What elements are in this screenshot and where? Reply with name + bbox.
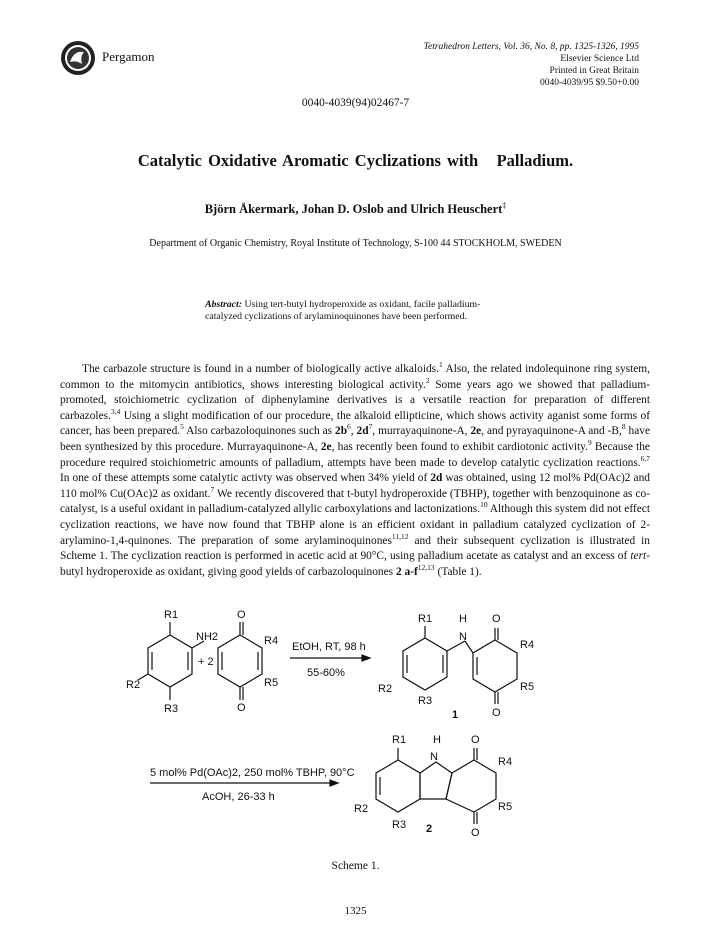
- text-run: Because the procedure required stoichiometric amounts of palladium, attempts have been made to develop catalytic cyclization reactions.: [60, 440, 650, 469]
- text-run: Using a slight modification of our procedure, the alkaloid ellipticine, which shows activity aganist some forms of cancer, has been prepared.: [60, 409, 650, 438]
- text-run: was obtained, using 12 mol% Pd(OAc)2 and 110 mol% Cu(OAc)2 as oxidant.: [60, 472, 650, 500]
- label-r1: R1: [418, 613, 433, 625]
- scheme-caption: Scheme 1.: [331, 860, 380, 872]
- reaction-scheme: [126, 600, 580, 860]
- quinone-ring: [218, 635, 262, 687]
- paragraph: The carbazole structure is found in a number of biologically active alkaloids.$^1$ Also, the related indolequinone ring system, common to the mitomycin antibiotics, shows interesting biological activity.$^2$ Some years ago we showed that palladium-promoted, stoichiometric cyclization of diphenylamine derivatives is a versatile reaction for preparation of different carbazoles.$^{3,4}$ Using a slight modification of our procedure, the alkaloid ellipticine, which shows activity aganist some forms of cancer, has been prepared.$^5$ Also carbazoloquinones such as $2b^6$, $2d^7$, murrayaquinone-A, 2e, and pyrayaquinone-A and -B,$^8$ have been synthesized by this procedure. Murrayaquinone-A, 2e, has recently been found to exhibit cardiotonic activity.$^9$ Because the procedure required stoichiometric amounts of palladium, attempts have been made to develop catalytic cyclization reactions.$^{6,7}$ In one of these attempts some catalytic activty was observed when 34% yield of 2d was obtained, using 12 mol% Pd(OAc)2 and 110 mol% Cu(OAc)2 as oxidant.$^7$ We recently discovered that t-butyl hydroperoxide (TBHP), together with benzoquinone as co-catalyst, is a useful oxidant in palladium-catalyzed allylic carboxylations and lactonizations.$^{10}$ Although this system did not effect cyclization reactions, we have now found that TBHP alone is an efficient oxidant in palladium catalyzed cyclization of 2-arylamino-1,4-quinones. The preparation of some arylaminoquinones$^{11,12}$ and their subsequent cyclization is illustrated in Scheme 1. The cyclization reaction is performed in acetic acid at 90°C, using palladium acetate as catalyst and an excess of tert-butyl hydroperoxide as oxidant, giving good yields of carbazoloquinones 2 $a-f^{12,13}$ (Table 1).: [60, 360, 651, 578]
- text-run: In one of these attempts some catalytic activty was observed when 34% yield of: [60, 472, 431, 485]
- label-nh2: NH2: [196, 631, 219, 643]
- author-names: Björn Åkermark, Johan D. Oslob and Ulrich Heuschert: [204, 202, 503, 217]
- label-o: O: [237, 702, 246, 714]
- ref: 5: [180, 422, 184, 432]
- ref: 11,12: [391, 531, 409, 541]
- step2-conditions: 5 mol% Pd(OAc)2, 250 mol% TBHP, 90°C: [150, 767, 355, 779]
- compound: 2e: [470, 425, 482, 438]
- compound: 2d: [356, 425, 369, 438]
- text-run: We recently discovered that t-butyl hydroperoxide (TBHP), together with benzoquinone as co-catalyst, is a useful oxidant in palladium-catalyzed allylic carboxylations and lactonizations.: [60, 487, 650, 516]
- label-r4: R4: [520, 639, 535, 651]
- authors: [0, 201, 711, 217]
- product2-quinone-ring: [446, 760, 496, 812]
- label-n: N: [430, 751, 438, 763]
- label-o: O: [492, 707, 501, 719]
- ref: 7: [368, 422, 373, 432]
- step1-yield: 55-60%: [307, 667, 345, 679]
- label-r5: R5: [264, 677, 279, 689]
- label-r5: R5: [498, 801, 513, 813]
- body-text: [60, 362, 650, 580]
- journal-issn: 0040-4039/95 $9.50+0.00: [539, 78, 639, 88]
- paper-title: Catalytic Oxidative Aromatic Cyclizations with Palladium.: [137, 151, 574, 170]
- author-mark: ‡: [502, 201, 507, 210]
- abstract: [205, 299, 515, 322]
- text-run: Also, the related indolequinone ring system, common to the mitomycin antibiotics, shows interesting biological activity.: [60, 363, 650, 391]
- ref: 8: [621, 422, 626, 432]
- aniline-ring: [148, 635, 192, 687]
- journal-citation: Tetrahedron Letters, Vol. 36, No. 8, pp. 1325-1326, 1995: [423, 42, 639, 52]
- label-r1: R1: [164, 609, 179, 621]
- ref: 1: [438, 360, 443, 370]
- label-r4: R4: [264, 635, 279, 647]
- step2-solvent: AcOH, 26-33 h: [202, 791, 275, 803]
- label-r1: R1: [392, 734, 407, 746]
- label-r3: R3: [164, 703, 179, 715]
- compound: 2e: [320, 440, 332, 453]
- pergamon-logo: [60, 40, 96, 76]
- text-run: have been synthesized by this procedure. Murrayaquinone-A,: [60, 425, 651, 453]
- compound: 2b: [335, 425, 348, 438]
- label-o: O: [471, 734, 480, 746]
- product2-aryl-ring: [376, 760, 420, 812]
- label-h: H: [433, 734, 441, 746]
- ref: 6,7: [640, 453, 650, 463]
- label-r2: R2: [354, 803, 369, 815]
- ref: 3,4: [110, 406, 121, 416]
- label-o: O: [471, 827, 480, 839]
- text-run: , has recently been found to exhibit cardiotonic activity.: [331, 440, 588, 453]
- label-r4: R4: [498, 756, 513, 768]
- publisher-name: Pergamon: [102, 49, 155, 64]
- label-r2: R2: [378, 683, 393, 695]
- compound-1-label: 1: [452, 709, 459, 721]
- compound: 2 a-f: [395, 565, 418, 578]
- italic-run: tert: [630, 550, 647, 563]
- text-run: Also carbazoloquinones such as: [183, 425, 336, 438]
- article-id: 0040-4039(94)02467-7: [301, 97, 410, 109]
- abstract-text: Using tert-butyl hydroperoxide as oxidant, facile palladium-catalyzed cyclizations of arylaminoquinones have been performed.: [205, 299, 481, 322]
- ref: 12,13: [417, 562, 435, 572]
- label-h: H: [459, 613, 467, 625]
- label-r2: R2: [126, 679, 141, 691]
- text-run: and their subsequent cyclization is illustrated in Scheme 1. The cyclization reaction is performed in acetic acid at 90°C, using palladium acetate as catalyst and an excess of: [60, 534, 650, 563]
- ref: 2: [425, 375, 430, 385]
- journal-publisher: Elsevier Science Ltd: [560, 54, 639, 64]
- journal-printed: Printed in Great Britain: [549, 66, 639, 76]
- text-run: Some years ago we showed that palladium-promoted, stoichiometric cyclization of diphenylamine derivatives is a versatile reaction for preparation of different carbazoles.: [60, 378, 650, 422]
- text-run: The carbazole structure is found in a number of biologically active alkaloids.: [82, 363, 439, 375]
- label-r5: R5: [520, 681, 535, 693]
- step1-conditions: EtOH, RT, 98 h: [292, 641, 366, 653]
- label-r3: R3: [418, 695, 433, 707]
- text-run: , murrayaquinone-A,: [372, 425, 471, 438]
- ref: 9: [587, 438, 592, 448]
- affiliation: Department of Organic Chemistry, Royal Institute of Technology, S-100 44 STOCKHOLM, SWEDEN: [149, 238, 562, 249]
- abstract-label: Abstract:: [205, 299, 243, 310]
- ref: 6: [347, 422, 351, 432]
- compound-2-label: 2: [426, 823, 433, 835]
- text-run: , and pyrayaquinone-A and -B,: [481, 425, 622, 438]
- ref: 10: [480, 500, 488, 510]
- label-r3: R3: [392, 819, 407, 831]
- product1-quinone-ring: [473, 640, 517, 692]
- text-run: (Table 1).: [434, 565, 482, 578]
- ref: 7: [210, 484, 215, 494]
- text-run: -butyl hydroperoxide as oxidant, giving good yields of carbazoloquinones: [60, 550, 650, 578]
- compound: 2d: [430, 472, 443, 485]
- page-number: 1325: [344, 905, 367, 917]
- product1-aryl-ring: [403, 638, 447, 690]
- label-o: O: [492, 613, 501, 625]
- text-run: Although this system did not effect cyclization reactions, we have now found that TBHP alone is an efficient oxidant in palladium catalyzed cyclization of 2-arylamino-1,4-quinones. The preparation of some arylaminoquinones: [60, 503, 650, 547]
- label-plus: + 2: [198, 656, 214, 668]
- label-o: O: [237, 609, 246, 621]
- journal-info: [424, 41, 639, 89]
- label-n: N: [459, 631, 467, 643]
